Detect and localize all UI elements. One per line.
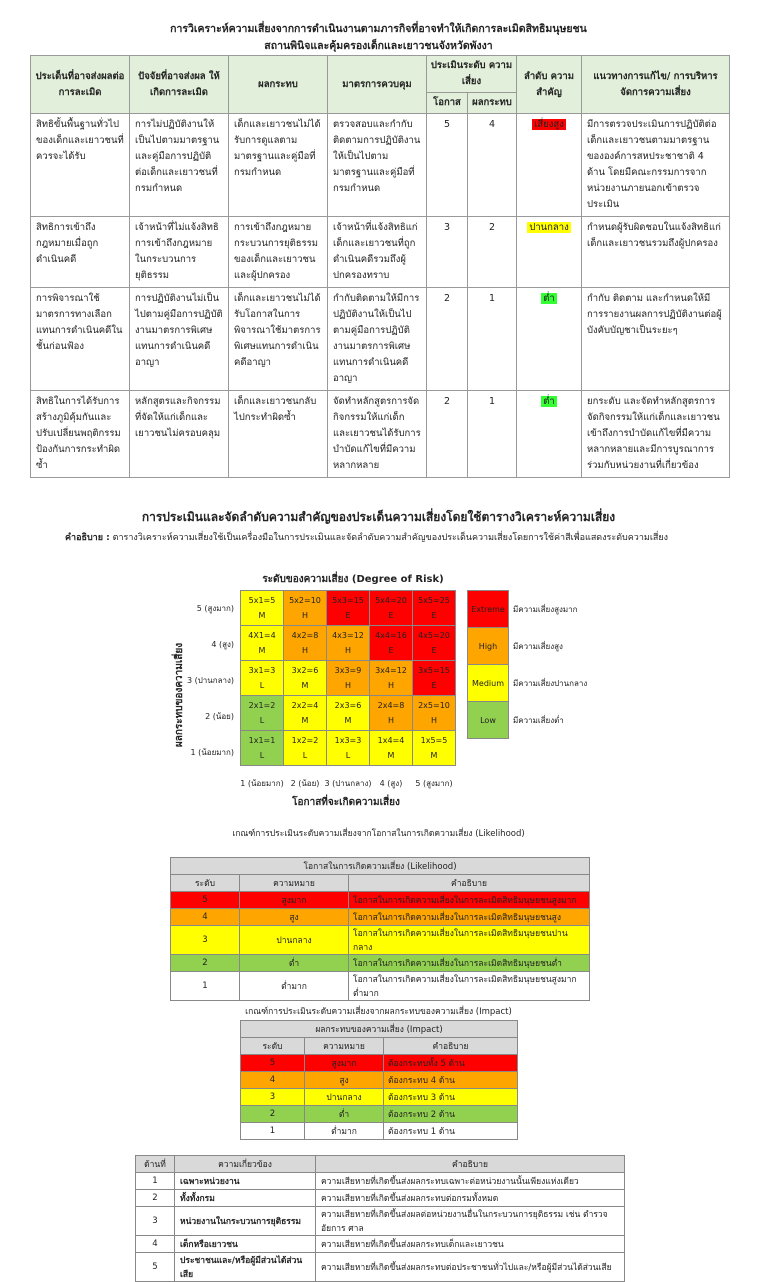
matrix-cell-level: M — [258, 611, 266, 620]
matrix-cell-formula: 3x4=12 — [375, 666, 407, 675]
aspect-no: 3 — [136, 1207, 175, 1236]
aspect-related: ทั้งทั้งกรม — [175, 1190, 316, 1207]
matrix-cell-formula: 5x3=15 — [332, 596, 364, 605]
aspect-row — [136, 1173, 625, 1190]
matrix-x-tick: 1 (น้อยมาก) — [240, 779, 284, 788]
cell-chance: 2 — [427, 288, 468, 391]
impact-row — [241, 1055, 518, 1072]
level-cell: 2 — [241, 1106, 305, 1123]
matrix-cell-formula: 4x5=20 — [418, 631, 450, 640]
matrix-cell-level: M — [430, 751, 438, 760]
cell-factor: หลักสูตรและกิจกรรมที่จัดให้แก่เด็กและเยาวชนไม่ครอบคลุม — [130, 391, 229, 478]
cell-impact: เด็กและเยาวชนไม่ได้รับโอกาสในการพิจารณาใช้มาตรการพิเศษแทนการดำเนินคดีอาญา — [229, 288, 328, 391]
matrix-y-axis-label: ผลกระทบของความเสี่ยง — [174, 642, 185, 748]
section-title: การประเมินและจัดลำดับความสำคัญของประเด็นความเสี่ยงโดยใช้ตารางวิเคราะห์ความเสี่ยง — [141, 510, 616, 524]
matrix-row — [241, 591, 456, 626]
description-text: ตารางวิเคราะห์ความเสี่ยงใช้เป็นเครื่องมือในการประเมินและจัดลำดับความสำคัญของประเด็นความเสี่ยงโดยการใช้ค่าสีเพื่อแสดงระดับความเสี่ยง — [112, 533, 669, 543]
matrix-y-tick: 3 (ปานกลาง) — [186, 676, 234, 685]
matrix-cell — [284, 591, 327, 626]
likelihood-col-desc: คำอธิบาย — [349, 875, 590, 892]
matrix-cell — [327, 696, 370, 731]
meaning-cell: ต่ำ — [240, 955, 349, 972]
matrix-x-tick: 5 (สูงมาก) — [415, 779, 453, 788]
likelihood-table — [170, 857, 590, 1001]
level-cell: 1 — [241, 1123, 305, 1140]
risk-row — [31, 114, 730, 217]
cell-priority — [517, 217, 582, 288]
matrix-cell-formula: 3x5=15 — [418, 666, 450, 675]
matrix-cell-level: H — [301, 646, 308, 655]
aspect-row — [136, 1207, 625, 1236]
description-label: คำอธิบาย : — [65, 533, 110, 543]
matrix-cell — [327, 731, 370, 766]
matrix-cell-level: E — [388, 646, 394, 655]
meaning-cell: ต่ำมาก — [305, 1123, 384, 1140]
level-cell: 1 — [171, 972, 240, 1001]
impact-row — [241, 1106, 518, 1123]
cell-impact: การเข้าถึงกฎหมายกระบวนการยุติธรรมของเด็กและเยาวชนและผู้ปกครอง — [229, 217, 328, 288]
legend-desc: มีความเสี่ยงต่ำ — [513, 716, 564, 725]
aspects-col-desc: คำอธิบาย — [316, 1156, 625, 1173]
matrix-cell-level: E — [431, 611, 437, 620]
matrix-cell — [370, 696, 413, 731]
legend-desc: มีความเสี่ยงสูง — [513, 642, 563, 651]
aspects-col-no: ด้านที่ — [136, 1156, 175, 1173]
matrix-cell-formula: 2x5=10 — [418, 701, 450, 710]
cell-priority — [517, 114, 582, 217]
desc-cell: โอกาสในการเกิดความเสี่ยงในการละเมิดสิทธิมนุษยชนปานกลาง — [349, 926, 590, 955]
priority-badge: ต่ำ — [543, 396, 555, 407]
risk-matrix — [240, 590, 456, 766]
cell-chance: 2 — [427, 391, 468, 478]
desc-cell: โอกาสในการเกิดความเสี่ยงในการละเมิดสิทธิมนุษยชนสูงมาก — [349, 892, 590, 909]
cell-priority — [517, 288, 582, 391]
matrix-cell — [370, 731, 413, 766]
matrix-cell — [327, 626, 370, 661]
meaning-cell: ต่ำ — [305, 1106, 384, 1123]
matrix-cell — [413, 626, 456, 661]
impact-table — [240, 1020, 518, 1140]
header-guideline: แนวทางการแก้ไข/ การบริหารจัดการความเสี่ยง — [582, 56, 730, 114]
matrix-cell-level: M — [344, 716, 352, 725]
matrix-cell-level: H — [430, 716, 437, 725]
matrix-cell — [370, 661, 413, 696]
matrix-cell-formula: 4x2=8 — [291, 631, 319, 640]
aspect-desc: ความเสียหายที่เกิดขึ้นส่งผลต่อหน่วยงานอื่นในกระบวนการยุติธรรม เช่น ตำรวจ อัยการ ศาล — [316, 1207, 625, 1236]
level-cell: 5 — [171, 892, 240, 909]
cell-effect: 1 — [468, 288, 517, 391]
cell-chance: 5 — [427, 114, 468, 217]
matrix-cell-level: L — [302, 751, 308, 760]
aspect-desc: ความเสียหายที่เกิดขึ้นส่งผลกระทบต่อประชาชนทั่วไปและ/หรือผู้มีส่วนได้ส่วนเสีย — [316, 1253, 625, 1282]
matrix-cell-level: H — [344, 646, 351, 655]
matrix-cell-level: M — [301, 681, 309, 690]
matrix-cell — [327, 591, 370, 626]
impact-col-level: ระดับ — [241, 1038, 305, 1055]
likelihood-row — [171, 892, 590, 909]
cell-factor: เจ้าหน้าที่ไม่แจ้งสิทธิการเข้าถึงกฎหมายในกระบวนการยุติธรรม — [130, 217, 229, 288]
desc-cell: ต้องกระทบ 1 ด้าน — [384, 1123, 518, 1140]
matrix-cell — [284, 626, 327, 661]
desc-cell: โอกาสในการเกิดความเสี่ยงในการละเมิดสิทธิมนุษยชนสูงมากต่ำมาก — [349, 972, 590, 1001]
cell-effect: 1 — [468, 391, 517, 478]
level-cell: 3 — [171, 926, 240, 955]
matrix-cell-level: E — [388, 611, 394, 620]
legend-desc: มีความเสี่ยงสูงมาก — [513, 605, 578, 614]
matrix-y-tick: 1 (น้อยมาก) — [190, 748, 234, 757]
priority-badge: เสี่ยงสูง — [534, 119, 564, 130]
matrix-cell — [370, 626, 413, 661]
matrix-cell-formula: 1x5=5 — [420, 736, 448, 745]
level-cell: 5 — [241, 1055, 305, 1072]
matrix-cell-level: H — [344, 681, 351, 690]
cell-priority — [517, 391, 582, 478]
legend-desc: มีความเสี่ยงปานกลาง — [513, 679, 588, 688]
cell-effect: 2 — [468, 217, 517, 288]
matrix-row — [241, 696, 456, 731]
header-impact: ผลกระทบ — [229, 56, 328, 114]
matrix-x-tick: 3 (ปานกลาง) — [324, 779, 372, 788]
cell-control: จัดทำหลักสูตรการจัดกิจกรรมให้แก่เด็กและเยาวชนได้รับการบำบัดแก้ไขที่มีความหลากหลาย — [328, 391, 427, 478]
aspects-col-related: ความเกี่ยวข้อง — [175, 1156, 316, 1173]
matrix-x-axis-label: โอกาสที่จะเกิดความเสี่ยง — [292, 797, 400, 808]
matrix-cell-formula: 2x1=2 — [248, 701, 276, 710]
cell-control: ตรวจสอบและกำกับติดตามการปฏิบัติงานให้เป็นไปตามมาตรฐานและคู่มือที่กรมกำหนด — [328, 114, 427, 217]
matrix-cell-formula: 4x4=16 — [375, 631, 407, 640]
matrix-cell-formula: 3x2=6 — [291, 666, 319, 675]
matrix-cell — [241, 626, 284, 661]
cell-issue: สิทธิการเข้าถึงกฎหมายเมื่อถูกดำเนินคดี — [31, 217, 130, 288]
matrix-y-tick: 5 (สูงมาก) — [196, 604, 234, 613]
matrix-cell-level: M — [301, 716, 309, 725]
header-control: มาตรการควบคุม — [328, 56, 427, 114]
legend-swatch: Low — [468, 702, 509, 739]
impact-row — [241, 1123, 518, 1140]
aspect-desc: ความเสียหายที่เกิดขึ้นส่งผลกระทบเฉพาะต่อหน่วยงานนั้นเพียงแห่งเดียว — [316, 1173, 625, 1190]
matrix-cell-formula: 1x2=2 — [291, 736, 319, 745]
risk-row — [31, 391, 730, 478]
meaning-cell: สูงมาก — [305, 1055, 384, 1072]
level-cell: 2 — [171, 955, 240, 972]
header-effect: ผลกระทบ — [468, 93, 517, 114]
matrix-cell — [241, 731, 284, 766]
meaning-cell: ต่ำมาก — [240, 972, 349, 1001]
aspect-related: ประชาชนและ/หรือผู้มีส่วนได้ส่วนเสีย — [175, 1253, 316, 1282]
matrix-cell-formula: 2x3=6 — [334, 701, 362, 710]
matrix-cell-formula: 2x2=4 — [291, 701, 319, 710]
legend-row — [468, 702, 509, 739]
matrix-cell-formula: 1x3=3 — [334, 736, 362, 745]
impact-row — [241, 1089, 518, 1106]
desc-cell: ต้องกระทบ 3 ด้าน — [384, 1089, 518, 1106]
cell-issue: การพิจารณาใช้มาตรการทางเลือกแทนการดำเนินคดีในชั้นก่อนฟ้อง — [31, 288, 130, 391]
matrix-title: ระดับของความเสี่ยง (Degree of Risk) — [262, 574, 444, 585]
legend-swatch: High — [468, 628, 509, 665]
matrix-cell-formula: 2x4=8 — [377, 701, 405, 710]
matrix-cell-level: L — [259, 681, 265, 690]
legend-row — [468, 591, 509, 628]
priority-badge: ต่ำ — [543, 293, 555, 304]
aspect-no: 1 — [136, 1173, 175, 1190]
likelihood-row — [171, 926, 590, 955]
likelihood-col-level: ระดับ — [171, 875, 240, 892]
matrix-cell — [284, 696, 327, 731]
priority-badge: ปานกลาง — [529, 222, 569, 233]
matrix-row — [241, 626, 456, 661]
impact-col-desc: คำอธิบาย — [384, 1038, 518, 1055]
matrix-cell — [241, 696, 284, 731]
meaning-cell: สูง — [240, 909, 349, 926]
cell-guideline: ยกระดับ และจัดทำหลักสูตรการจัดกิจกรรมให้แก่เด็กและเยาวชนเข้าถึงการบำบัดแก้ไขที่มีความหลากหลายและมีการบูรณาการร่วมกับหน่วยงานที่เกี่ยวข้อง — [582, 391, 730, 478]
cell-issue: สิทธิขั้นพื้นฐานทั่วไปของเด็กและเยาวชนที่ควรจะได้รับ — [31, 114, 130, 217]
aspect-row — [136, 1236, 625, 1253]
cell-impact: เด็กและเยาวชนไม่ได้รับการดูแลตามมาตรฐานและคู่มือที่กรมกำหนด — [229, 114, 328, 217]
cell-effect: 4 — [468, 114, 517, 217]
risk-analysis-table — [30, 55, 730, 478]
matrix-cell-formula: 4X1=4 — [248, 631, 276, 640]
matrix-cell-formula: 1x4=4 — [377, 736, 405, 745]
level-cell: 4 — [241, 1072, 305, 1089]
cell-control: เจ้าหน้าที่แจ้งสิทธิแก่เด็กและเยาวชนที่ถูกดำเนินคดีรวมถึงผู้ปกครองทราบ — [328, 217, 427, 288]
legend-swatch: Medium — [468, 665, 509, 702]
cell-impact: เด็กและเยาวชนกลับไปกระทำผิดซ้ำ — [229, 391, 328, 478]
likelihood-col-meaning: ความหมาย — [240, 875, 349, 892]
legend-swatch: Extreme — [468, 591, 509, 628]
matrix-y-tick: 4 (สูง) — [211, 640, 234, 649]
matrix-cell-formula: 5x5=25 — [418, 596, 450, 605]
matrix-cell — [241, 661, 284, 696]
meaning-cell: ปานกลาง — [240, 926, 349, 955]
risk-row — [31, 217, 730, 288]
matrix-cell-level: E — [431, 681, 437, 690]
matrix-cell-formula: 5x4=20 — [375, 596, 407, 605]
matrix-cell-level: L — [259, 716, 265, 725]
aspects-table — [135, 1155, 625, 1282]
matrix-cell-formula: 5x2=10 — [289, 596, 321, 605]
impact-row — [241, 1072, 518, 1089]
likelihood-header: โอกาสในการเกิดความเสี่ยง (Likelihood) — [171, 858, 590, 875]
matrix-cell-level: H — [387, 681, 394, 690]
aspect-related: หน่วยงานในกระบวนการยุติธรรม — [175, 1207, 316, 1236]
matrix-cell — [413, 731, 456, 766]
matrix-cell-formula: 3x1=3 — [248, 666, 276, 675]
desc-cell: ต้องกระทบ 2 ด้าน — [384, 1106, 518, 1123]
aspect-desc: ความเสียหายที่เกิดขึ้นส่งผลกระทบเด็กและเยาวชน — [316, 1236, 625, 1253]
matrix-cell-level: M — [387, 751, 395, 760]
matrix-cell — [284, 661, 327, 696]
aspect-no: 4 — [136, 1236, 175, 1253]
aspect-no: 5 — [136, 1253, 175, 1282]
matrix-cell — [284, 731, 327, 766]
cell-control: กำกับติดตามให้มีการปฏิบัติงานให้เป็นไปตามคู่มือการปฏิบัติงานมาตรการพิเศษแทนการดำเนินคดีอาญา — [328, 288, 427, 391]
cell-factor: การปฏิบัติงานไม่เป็นไปตามคู่มือการปฏิบัติงานมาตรการพิเศษแทนการดำเนินคดีอาญา — [130, 288, 229, 391]
meaning-cell: ปานกลาง — [305, 1089, 384, 1106]
level-cell: 3 — [241, 1089, 305, 1106]
desc-cell: ต้องกระทบ 4 ด้าน — [384, 1072, 518, 1089]
desc-cell: โอกาสในการเกิดความเสี่ยงในการละเมิดสิทธิมนุษยชนต่ำ — [349, 955, 590, 972]
matrix-row — [241, 731, 456, 766]
matrix-cell — [370, 591, 413, 626]
matrix-cell-formula: 1x1=1 — [248, 736, 276, 745]
cell-guideline: กำกับ ติดตาม และกำหนดให้มีการรายงานผลการปฏิบัติงานต่อผู้บังคับบัญชาเป็นระยะๆ — [582, 288, 730, 391]
cell-guideline: กำหนดผู้รับผิดชอบในแจ้งสิทธิแก่เด็กและเยาวชนรวมถึงผู้ปกครอง — [582, 217, 730, 288]
risk-row — [31, 288, 730, 391]
doc-title-line2: สถานพินิจและคุ้มครองเด็กและเยาวชนจังหวัดพังงา — [264, 40, 493, 52]
impact-caption: เกณฑ์การประเมินระดับความเสี่ยงจากผลกระทบของความเสี่ยง (Impact) — [245, 1007, 512, 1017]
doc-title-line1: การวิเคราะห์ความเสี่ยงจากการดำเนินงานตามภารกิจที่อาจทำให้เกิดการละเมิดสิทธิมนุษยชน — [170, 23, 587, 35]
likelihood-row — [171, 972, 590, 1001]
matrix-x-tick: 2 (น้อย) — [290, 779, 320, 788]
desc-cell: โอกาสในการเกิดความเสี่ยงในการละเมิดสิทธิมนุษยชนสูง — [349, 909, 590, 926]
impact-col-meaning: ความหมาย — [305, 1038, 384, 1055]
cell-guideline: มีการตรวจประเมินการปฏิบัติต่อเด็กและเยาวชนตามมาตรฐานขององค์การสหประชาชาติ 4 ด้าน โดยมีคณะกรรมการจากหน่วยงานภายนอกเข้าตรวจประเมิน — [582, 114, 730, 217]
likelihood-row — [171, 909, 590, 926]
matrix-cell — [241, 591, 284, 626]
matrix-cell-level: L — [345, 751, 351, 760]
impact-header: ผลกระทบของความเสี่ยง (Impact) — [241, 1021, 518, 1038]
aspect-related: เด็กหรือเยาวชน — [175, 1236, 316, 1253]
legend-row — [468, 628, 509, 665]
matrix-cell-formula: 4x3=12 — [332, 631, 364, 640]
description — [65, 530, 668, 544]
legend-row — [468, 665, 509, 702]
aspect-no: 2 — [136, 1190, 175, 1207]
matrix-cell-level: E — [345, 611, 351, 620]
header-factor: ปัจจัยที่อาจส่งผล ให้เกิดการละเมิด — [130, 56, 229, 114]
matrix-y-tick: 2 (น้อย) — [205, 712, 234, 721]
cell-issue: สิทธิในการได้รับการสร้างภูมิคุ้มกันและปรับเปลี่ยนพฤติกรรมป้องกันการกระทำผิดซ้ำ — [31, 391, 130, 478]
matrix-cell — [327, 661, 370, 696]
header-issue: ประเด็นที่อาจส่งผลต่อ การละเมิด — [31, 56, 130, 114]
aspect-row — [136, 1190, 625, 1207]
aspect-desc: ความเสียหายที่เกิดขึ้นส่งผลกระทบต่อกรมทั้งหมด — [316, 1190, 625, 1207]
aspect-row — [136, 1253, 625, 1282]
matrix-cell-level: L — [259, 751, 265, 760]
cell-chance: 3 — [427, 217, 468, 288]
matrix-cell-level: E — [431, 646, 437, 655]
matrix-x-tick: 4 (สูง) — [379, 779, 403, 788]
aspect-related: เฉพาะหน่วยงาน — [175, 1173, 316, 1190]
matrix-cell — [413, 591, 456, 626]
matrix-cell-level: H — [387, 716, 394, 725]
matrix-cell — [413, 696, 456, 731]
risk-legend — [467, 590, 509, 739]
matrix-cell — [413, 661, 456, 696]
likelihood-row — [171, 955, 590, 972]
matrix-cell-level: M — [258, 646, 266, 655]
header-chance: โอกาส — [427, 93, 468, 114]
header-assess: ประเมินระดับ ความเสี่ยง — [427, 56, 517, 93]
matrix-cell-formula: 5x1=5 — [248, 596, 276, 605]
likelihood-caption: เกณฑ์การประเมินระดับความเสี่ยงจากโอกาสในการเกิดความเสี่ยง (Likelihood) — [232, 829, 525, 839]
matrix-cell-formula: 3x3=9 — [334, 666, 362, 675]
desc-cell: ต้องกระทบทั้ง 5 ด้าน — [384, 1055, 518, 1072]
cell-factor: การไม่ปฏิบัติงานให้เป็นไปตามมาตรฐานและคู่มือการปฏิบัติต่อเด็กและเยาวชนที่กรมกำหนด — [130, 114, 229, 217]
level-cell: 4 — [171, 909, 240, 926]
meaning-cell: สูงมาก — [240, 892, 349, 909]
meaning-cell: สูง — [305, 1072, 384, 1089]
matrix-cell-level: H — [301, 611, 308, 620]
matrix-row — [241, 661, 456, 696]
header-priority: ลำดับ ความสำคัญ — [517, 56, 582, 114]
